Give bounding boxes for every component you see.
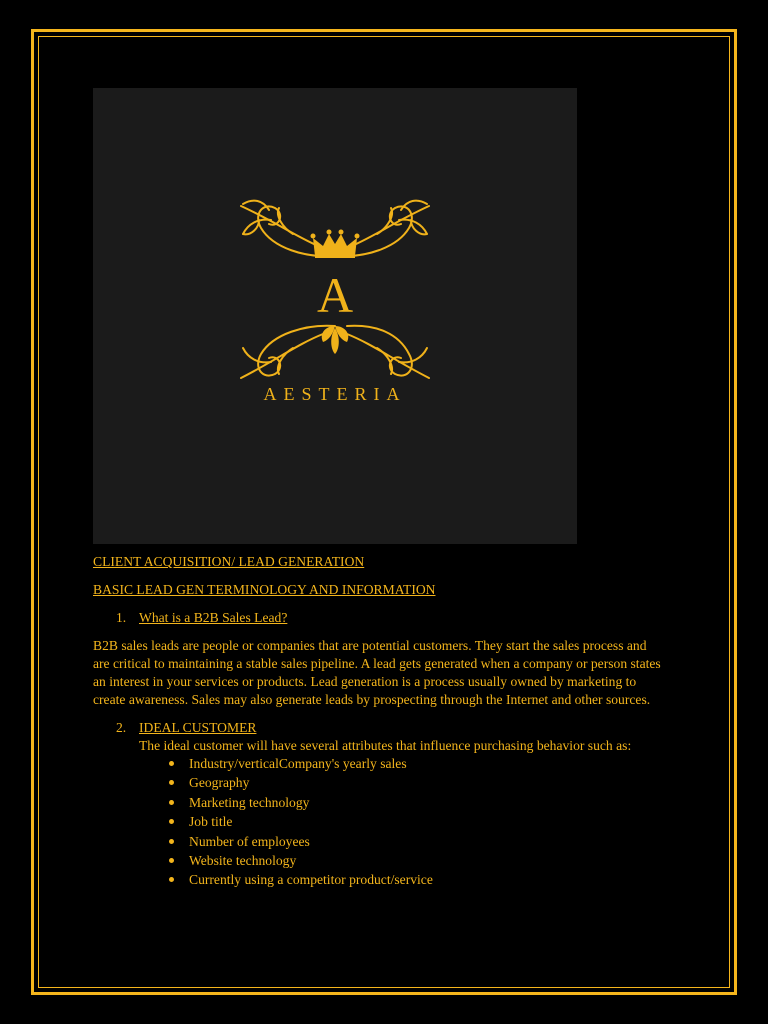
section-heading: What is a B2B Sales Lead? (139, 610, 288, 625)
list-item: Number of employees (189, 833, 663, 852)
list-item: Industry/verticalCompany's yearly sales (189, 755, 663, 774)
brand-name: AESTERIA (263, 384, 407, 404)
section-body: B2B sales leads are people or companies that are potential customers. They start the sales process and are critical to maintaining a stable sales pipeline. A lead gets generated when a company or person states an interest in your services or products. Lead generation is a process usually owned by marketing to create awareness. Sales may also generate leads by prospecting through the Internet and other sources. (93, 638, 661, 707)
section-number: 2. (116, 720, 127, 735)
crown-icon (311, 230, 360, 259)
section-2 (93, 719, 663, 755)
section-body: The ideal customer will have several attributes that influence purchasing behavior such as: (139, 738, 632, 753)
list-item: Geography (189, 774, 663, 793)
leaf-ornament-icon (322, 326, 349, 354)
logo-letter: A (316, 267, 354, 323)
section-1 (93, 609, 663, 627)
bullet-icon (169, 819, 174, 824)
document-body (93, 553, 663, 891)
list-item: Job title (189, 813, 663, 832)
list-item: Website technology (189, 852, 663, 871)
document-title: CLIENT ACQUISITION/ LEAD GENERATION (93, 554, 365, 569)
section-number: 1. (116, 610, 127, 625)
bullet-icon (169, 877, 174, 882)
bullet-icon (169, 839, 174, 844)
list-item: Marketing technology (189, 794, 663, 813)
bullet-icon (169, 780, 174, 785)
bullet-icon (169, 761, 174, 766)
bullet-icon (169, 800, 174, 805)
attribute-list (93, 755, 663, 891)
bullet-icon (169, 858, 174, 863)
list-item: Currently using a competitor product/service (189, 871, 663, 890)
section-heading: IDEAL CUSTOMER (139, 720, 257, 735)
document-subtitle: BASIC LEAD GEN TERMINOLOGY AND INFORMATION (93, 582, 436, 597)
logo-panel (93, 88, 577, 544)
logo-emblem (93, 88, 577, 544)
